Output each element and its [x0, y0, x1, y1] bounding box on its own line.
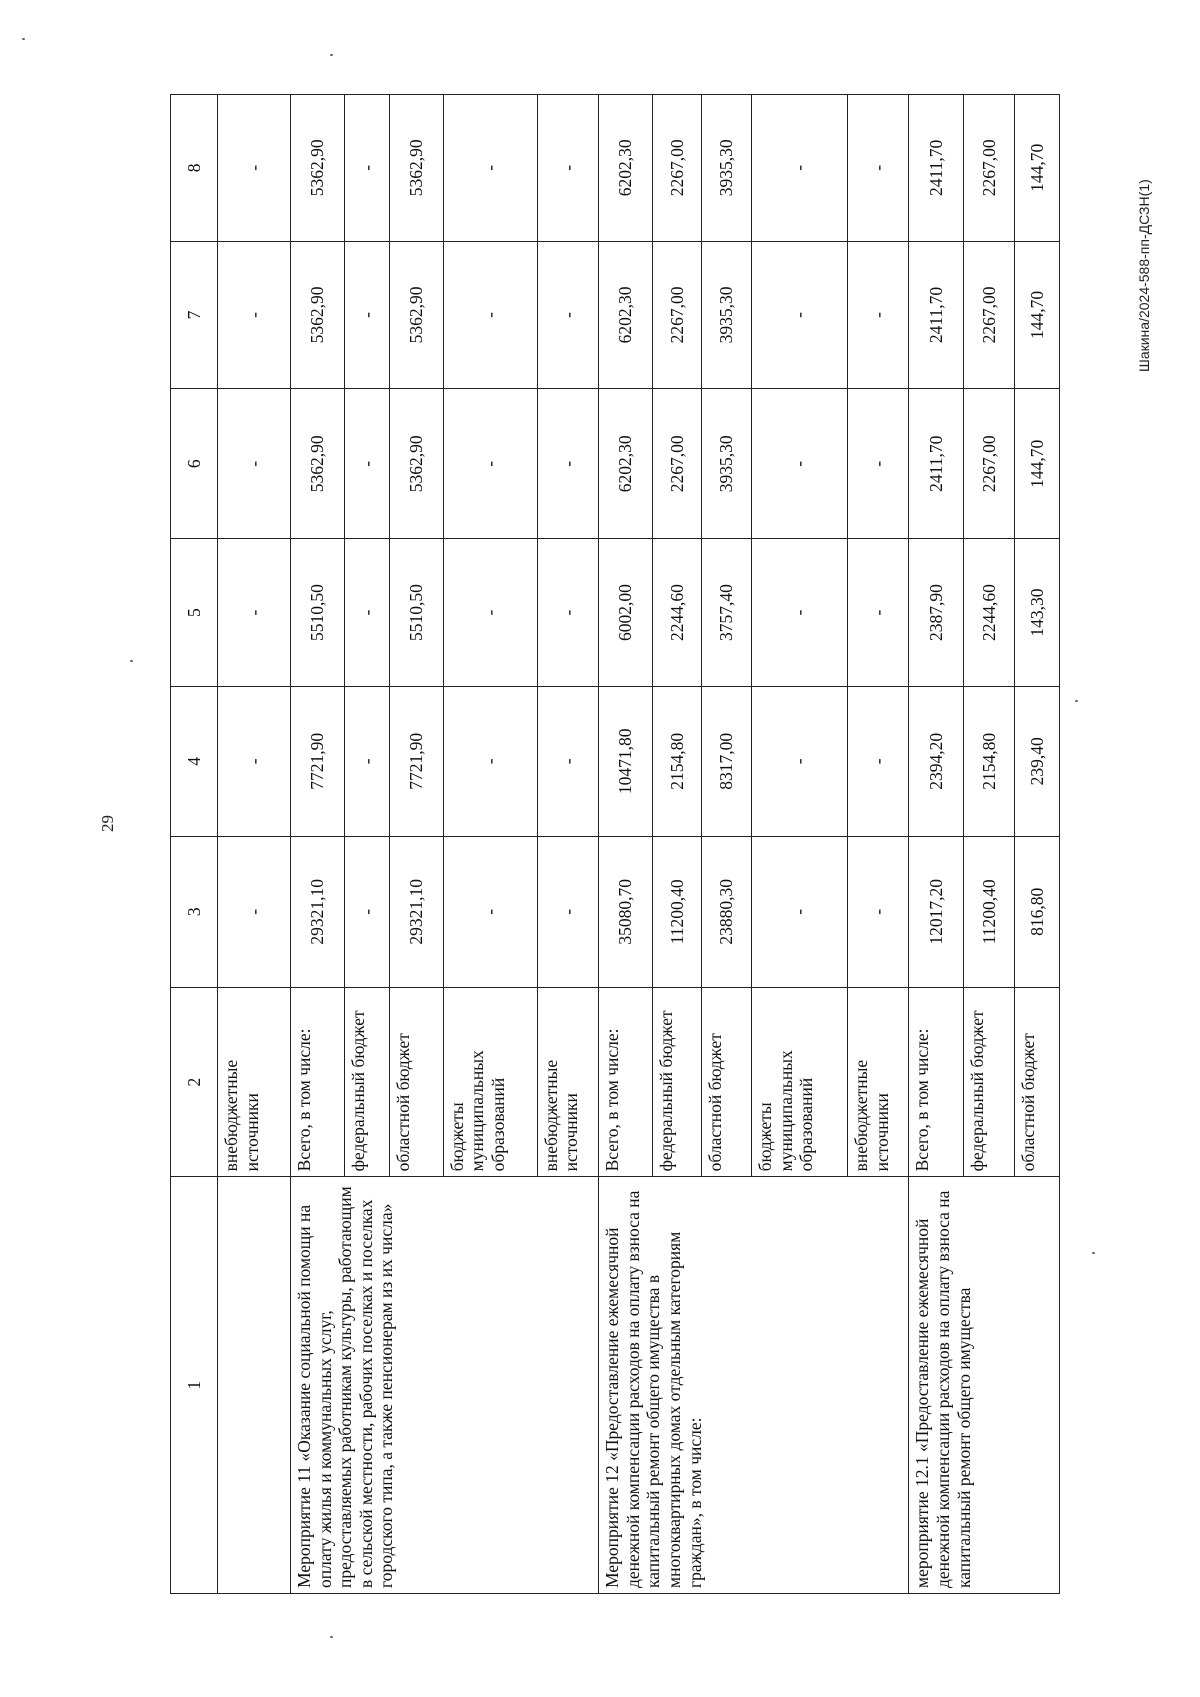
value-cell: 2411,70 [909, 241, 963, 389]
document-code: Шакина/2024-588-пп-ДСЗН(1) [1136, 179, 1152, 372]
funding-source-cell: областной бюджет [389, 987, 443, 1177]
value-cell: 5362,90 [290, 95, 344, 242]
scan-speck [1092, 1252, 1095, 1254]
column-header: 2 [171, 987, 218, 1177]
value-cell: 2267,00 [653, 95, 702, 242]
scan-speck [1075, 700, 1078, 702]
table-body [218, 95, 1060, 1594]
funding-source-cell: бюджеты муниципальных образований [443, 987, 537, 1177]
value-cell: - [218, 836, 291, 987]
value-cell: 6002,00 [598, 539, 652, 687]
value-cell: 2411,70 [909, 95, 963, 242]
value-cell: 239,40 [1015, 686, 1060, 836]
value-cell: - [218, 539, 291, 687]
column-header: 6 [171, 389, 218, 539]
column-header: 4 [171, 686, 218, 836]
value-cell: 144,70 [1015, 241, 1060, 389]
value-cell: 7721,90 [389, 686, 443, 836]
value-cell: - [218, 241, 291, 389]
column-header: 5 [171, 539, 218, 687]
value-cell: - [443, 389, 537, 539]
value-cell: 2154,80 [653, 686, 702, 836]
value-cell: 5362,90 [389, 241, 443, 389]
value-cell: - [345, 95, 390, 242]
value-cell: 12017,20 [909, 836, 963, 987]
table-row [909, 95, 963, 1594]
funding-source-cell: внебюджетные источники [218, 987, 291, 1177]
value-cell: - [218, 95, 291, 242]
value-cell: 11200,40 [653, 836, 702, 987]
value-cell: - [751, 241, 847, 389]
column-header: 3 [171, 836, 218, 987]
measure-title-cell [218, 1177, 291, 1594]
funding-source-cell: областной бюджет [702, 987, 751, 1177]
value-cell: - [345, 836, 390, 987]
scan-speck [330, 1636, 333, 1638]
funding-source-cell: внебюджетные источники [848, 987, 909, 1177]
value-cell: 2267,00 [653, 241, 702, 389]
value-cell: - [751, 836, 847, 987]
value-cell: - [537, 95, 598, 242]
value-cell: 2267,00 [653, 389, 702, 539]
value-cell: 7721,90 [290, 686, 344, 836]
value-cell: 144,70 [1015, 95, 1060, 242]
value-cell: - [443, 539, 537, 687]
measure-title-cell: мероприятие 12.1 «Предоставление ежемесячной денежной компенсации расходов на оплату взноса на капитальный ремонт общего имущества [909, 1177, 1060, 1594]
funding-source-cell: внебюджетные источники [537, 987, 598, 1177]
table-rotated-wrapper [170, 94, 1060, 1594]
value-cell: 2154,80 [963, 686, 1015, 836]
value-cell: 3757,40 [702, 539, 751, 687]
value-cell: - [345, 241, 390, 389]
value-cell: 23880,30 [702, 836, 751, 987]
column-header: 8 [171, 95, 218, 242]
value-cell: - [345, 389, 390, 539]
value-cell: 3935,30 [702, 95, 751, 242]
value-cell: - [751, 95, 847, 242]
value-cell: 6202,30 [598, 389, 652, 539]
column-header: 1 [171, 1177, 218, 1594]
value-cell: 144,70 [1015, 389, 1060, 539]
funding-source-cell: федеральный бюджет [653, 987, 702, 1177]
value-cell: - [537, 686, 598, 836]
value-cell: 2394,20 [909, 686, 963, 836]
funding-source-cell: Всего, в том числе: [909, 987, 963, 1177]
value-cell: 5510,50 [389, 539, 443, 687]
value-cell: 5362,90 [389, 389, 443, 539]
value-cell: - [443, 686, 537, 836]
value-cell: 35080,70 [598, 836, 652, 987]
funding-source-cell: Всего, в том числе: [290, 987, 344, 1177]
value-cell: 5362,90 [389, 95, 443, 242]
page-number: 29 [98, 815, 117, 832]
value-cell: - [751, 539, 847, 687]
value-cell: 816,80 [1015, 836, 1060, 987]
value-cell: 3935,30 [702, 389, 751, 539]
value-cell: - [443, 95, 537, 242]
value-cell: 2244,60 [653, 539, 702, 687]
value-cell: 29321,10 [389, 836, 443, 987]
value-cell: - [848, 836, 909, 987]
value-cell: - [345, 686, 390, 836]
value-cell: - [537, 539, 598, 687]
value-cell: 10471,80 [598, 686, 652, 836]
table-row [598, 95, 652, 1594]
measure-title-cell: Мероприятие 12 «Предоставление ежемесячной денежной компенсации расходов на оплату взноса на капитальный ремонт общего имущества в многоквартирных домах отдельным категориям граждан», в том числе: [598, 1177, 908, 1594]
value-cell: - [848, 686, 909, 836]
value-cell: - [751, 686, 847, 836]
value-cell: 2267,00 [963, 389, 1015, 539]
value-cell: 8317,00 [702, 686, 751, 836]
value-cell: - [537, 241, 598, 389]
value-cell: 6202,30 [598, 95, 652, 242]
table-row [290, 95, 344, 1594]
value-cell: - [751, 389, 847, 539]
scan-speck [130, 660, 133, 662]
funding-source-cell: федеральный бюджет [345, 987, 390, 1177]
value-cell: - [218, 389, 291, 539]
table-header-row [171, 95, 218, 1594]
value-cell: 2267,00 [963, 95, 1015, 242]
value-cell: 11200,40 [963, 836, 1015, 987]
value-cell: - [218, 686, 291, 836]
value-cell: 6202,30 [598, 241, 652, 389]
value-cell: 5510,50 [290, 539, 344, 687]
value-cell: 143,30 [1015, 539, 1060, 687]
value-cell: 5362,90 [290, 241, 344, 389]
value-cell: 29321,10 [290, 836, 344, 987]
value-cell: - [345, 539, 390, 687]
column-header: 7 [171, 241, 218, 389]
table-row [218, 95, 291, 1594]
value-cell: - [848, 241, 909, 389]
value-cell: 2244,60 [963, 539, 1015, 687]
value-cell: 2411,70 [909, 389, 963, 539]
funding-source-cell: федеральный бюджет [963, 987, 1015, 1177]
value-cell: 2387,90 [909, 539, 963, 687]
value-cell: - [848, 95, 909, 242]
measure-title-cell: Мероприятие 11 «Оказание социальной помощи на оплату жилья и коммунальных услуг, предоставляемых работникам культуры, работающим в сельской местности, рабочих поселках и поселках городского типа, а также пенсионерам из их числа» [290, 1177, 598, 1594]
funding-source-cell: областной бюджет [1015, 987, 1060, 1177]
value-cell: 2267,00 [963, 241, 1015, 389]
value-cell: - [848, 539, 909, 687]
value-cell: - [537, 836, 598, 987]
value-cell: - [848, 389, 909, 539]
scan-speck [330, 54, 333, 56]
scan-speck [22, 38, 25, 40]
value-cell: 3935,30 [702, 241, 751, 389]
value-cell: - [443, 241, 537, 389]
funding-source-cell: Всего, в том числе: [598, 987, 652, 1177]
value-cell: - [443, 836, 537, 987]
value-cell: 5362,90 [290, 389, 344, 539]
value-cell: - [537, 389, 598, 539]
budget-table [170, 94, 1060, 1594]
funding-source-cell: бюджеты муниципальных образований [751, 987, 847, 1177]
